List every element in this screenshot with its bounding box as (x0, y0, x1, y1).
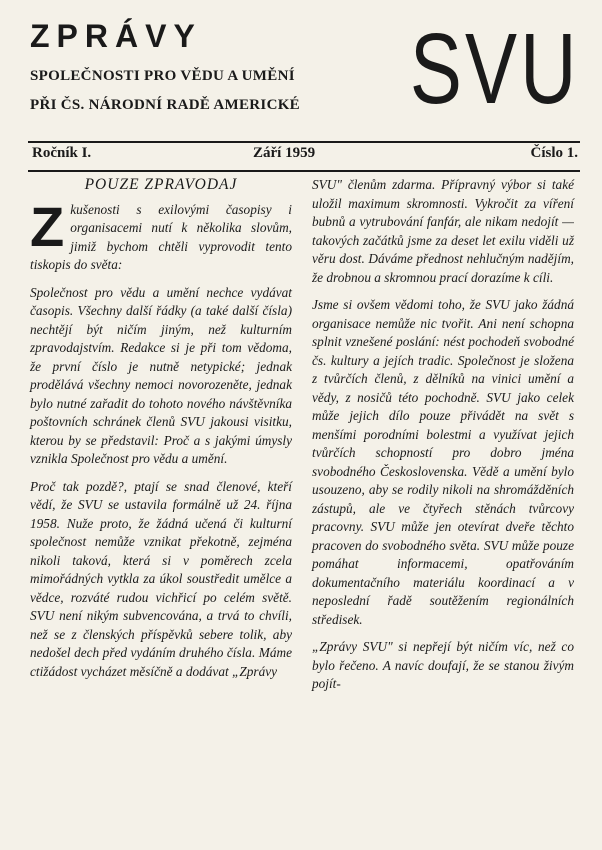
article-paragraph (30, 194, 292, 275)
bottom-rule (28, 170, 580, 172)
article-paragraph: „Zprávy SVU" si nepřejí být ničím víc, než co bylo řečeno. A navíc doufají, že se stanou živým pojít- (312, 639, 574, 691)
masthead-subtitle-line2: PŘI ČS. NÁRODNÍ RADĚ AMERICKÉ (30, 97, 300, 113)
issue-date: Září 1959 (253, 145, 316, 161)
article-paragraph: Jsme si ovšem vědomi toho, že SVU jako žádná organisace nemůže nic tvořit. Ani není schopna splnit vznešené poslání: nést pochodeň svobodné čs. kultury a jejích tradic. Společnost je složena z tvůrčích členů, z dělníků na vinici umění a vědy, z nosičů této pochodně. SVU jako celek může jejich dílo pouze přivádět na svět s menšími porodními bolestmi a využívat jejich tvůrčích schopností pro dobro jména svobodného Československa. Vědě a umění bylo usouzeno, aby se rodily nikoli na shromážděních zástupů, ale ve čtyřech stěnách tvůrcovy pracovny. SVU může jen otevírat dveře těchto pracoven do svobodného světa. SVU může pouze pomáhat informacemi, opatřováním dokumentačního materiálu koordinací a v neposlední řadě soutěžením regionálních středisek. (312, 297, 574, 627)
article-paragraph: SVU" členům zdarma. Přípravný výbor si také uložil maximum skromnosti. Vykročit za víření bubnů a vytrubování fanfár, ale nikam nedojít — takových začátků jsme za deset let exilu viděli už věru dost. Dáváme přednost nehlučným nadějím, že drobnou a skromnou prací dorazíme k cíli. (312, 177, 574, 285)
masthead (0, 0, 602, 140)
article-heading: POUZE ZPRAVODAJ (84, 176, 238, 193)
drop-cap: Z (30, 194, 65, 258)
svu-logo: SVU (410, 13, 580, 125)
top-rule (28, 141, 580, 143)
issue-number: Číslo 1. (530, 145, 578, 161)
article-paragraph: Proč tak pozdě?, ptají se snad členové, kteří vědí, že SVU se ustavila formálně už 24. října 1958. Nuže proto, že žádná učená či kulturní společnost nemůže vznikat překotně, zejména nikoli taková, která si v poměrech zcela mimořádných vytkla za úkol soustředit umělce a vědce, rozváté rudou vichřicí po celém světě. SVU není nikým subvencována, a trvá to chvíli, než se z členských příspěvků sebere tolik, aby nedošel dech před vydáním druhého čísla. Máme ctižádost vycházet měsíčně a dodávat „Zprávy (30, 478, 292, 679)
masthead-title: ZPRÁVY (30, 18, 202, 54)
article-column-right (312, 176, 574, 703)
paragraph-text: kušenosti s exilovými časopisy i organisacemi nutí k několika slovům, jimiž bychom chtěli vyprovodit tento tiskopis do světa: (30, 201, 292, 272)
masthead-subtitle-line1: SPOLEČNOSTI PRO VĚDU A UMĚNÍ (30, 68, 295, 84)
article-column-left (30, 176, 292, 690)
article-paragraph: Společnost pro vědu a umění nechce vydávat časopis. Všechny další řádky (a také další čísla) nechtějí být ničím jiným, než kulturním zpravodajstvím. Redakce si je při tom vědoma, že první číslo je nutně netypické; jednak prodělává všechny nemoci novorozeněte, jednak bylo nutné zařadit do tohoto nového návštěvníka poštovních schránek členů SVU jakousi visitku, kterou by se představil: Proč a s jakými úmysly vznikla Společnost pro vědu a umění. (30, 284, 292, 466)
issue-volume: Ročník I. (32, 145, 92, 161)
